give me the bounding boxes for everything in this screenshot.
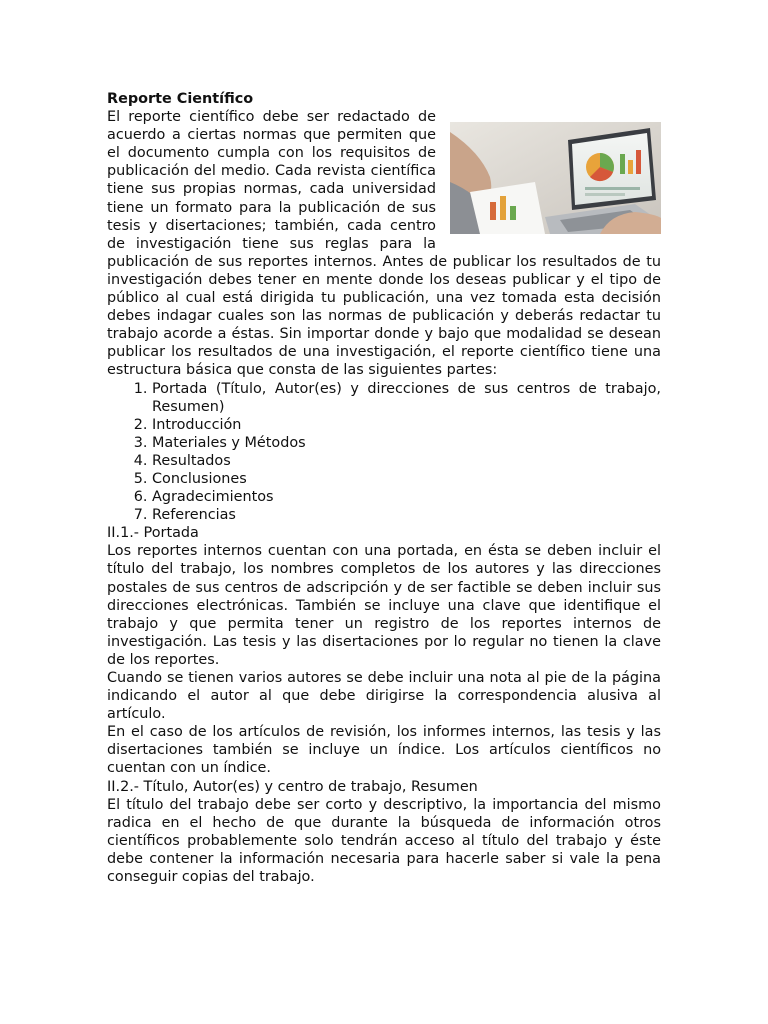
- section-heading-portada: II.1.- Portada: [107, 525, 199, 542]
- list-item: 7. Referencias: [152, 506, 661, 524]
- document-title: Reporte Científico: [107, 91, 254, 107]
- section-heading-titulo: II.2.- Título, Autor(es) y centro de trabajo, Resumen: [107, 778, 478, 795]
- portada-paragraph-3: En el caso de los artículos de revisión, los informes internos, las tesis y las disertaciones también se incluye un índice. Los artículos científicos no cuentan con un índice.: [107, 724, 661, 777]
- list-item: 1. Portada (Título, Autor(es) y direcciones de sus centros de trabajo, Resumen): [152, 380, 661, 416]
- list-item: 3. Materiales y Métodos: [152, 434, 661, 452]
- titulo-paragraph-1: El título del trabajo debe ser corto y descriptivo, la importancia del mismo radica en el hecho de que durante la búsqueda de información otros científicos probablemente solo tendrán acceso al título del trabajo y éste debe contener la información necesaria para hacerle saber si vale la pena conseguir copias del trabajo.: [107, 796, 661, 886]
- list-item: 5. Conclusiones: [152, 470, 661, 488]
- list-item: 4. Resultados: [152, 452, 661, 470]
- document-page: [107, 90, 661, 886]
- parts-list: [107, 380, 661, 525]
- laptop-charts-photo: [450, 122, 661, 234]
- portada-paragraph-1: Los reportes internos cuentan con una portada, en ésta se deben incluir el título del trabajo, los nombres completos de los autores y las direcciones postales de sus centros de adscripción y de ser factible se deben incluir sus direcciones electrónicas. También se incluye una clave que identifique el trabajo y que permita tener un registro de los reportes internos de investigación. Las tesis y las disertaciones por lo regular no tienen la clave de los reportes.: [107, 543, 661, 668]
- list-item: 2. Introducción: [152, 416, 661, 434]
- portada-paragraph-2: Cuando se tienen varios autores se debe incluir una nota al pie de la página indicando el autor al que debe dirigirse la correspondencia alusiva al artículo.: [107, 670, 661, 723]
- intro-paragraph: El reporte científico debe ser redactado de acuerdo a ciertas normas que permiten que el documento cumpla con los requisitos de publicación del medio. Cada revista científica tiene sus propias normas, cada universidad tiene un formato para la publicación de sus tesis y disertaciones; también, cada centro de investigación tiene sus reglas para la publicación de sus reportes internos. Antes de publicar los resultados de tu investigación debes tener en mente donde los deseas publicar y el tipo de público al cual está dirigida tu publicación, una vez tomada esta decisión debes indagar cuales son las normas de publicación y deberás redactar tu trabajo acorde a éstas. Sin importar donde y bajo que modalidad se desean publicar los resultados de una investigación, el reporte científico tiene una estructura básica que consta de las siguientes partes:: [107, 109, 661, 379]
- list-item: 6. Agradecimientos: [152, 488, 661, 506]
- photo-illustration: [450, 122, 661, 234]
